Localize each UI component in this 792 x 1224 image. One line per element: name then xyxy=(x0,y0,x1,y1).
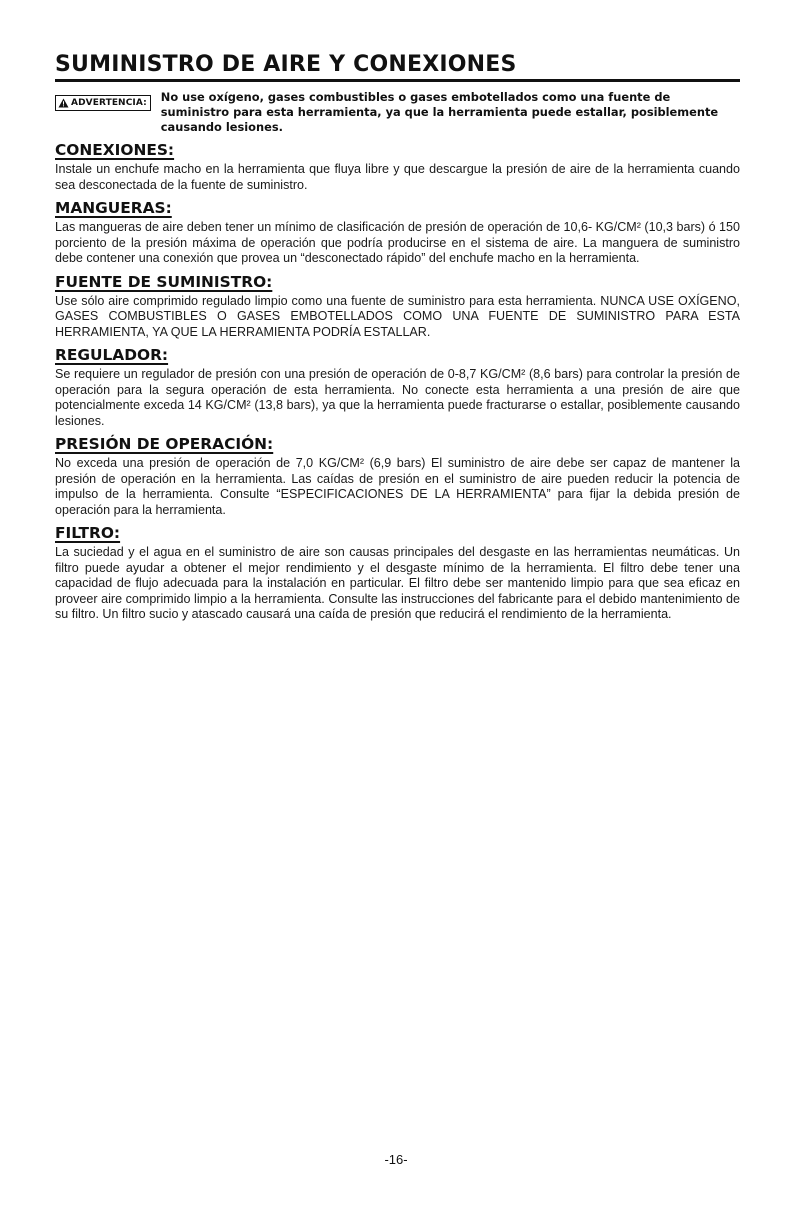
section-mangueras xyxy=(55,199,740,267)
section-body: Se requiere un regulador de presión con una presión de operación de 0-8,7 KG/CM² (8,6 bars) para controlar la presión de operación para la segura operación de esta herramienta. No conecte esta herramienta a una presión de aire que potencialmente exceda 14 KG/CM² (13,8 bars), ya que la herramienta puede fracturarse o estallar, posiblemente causando lesiones. xyxy=(55,367,740,428)
section-heading: FUENTE DE SUMINISTRO: xyxy=(55,272,273,291)
warning-triangle-icon xyxy=(58,98,69,108)
section-heading: REGULADOR: xyxy=(55,346,169,364)
section-presion-de-operacion xyxy=(55,435,740,518)
page-title: SUMINISTRO DE AIRE Y CONEXIONES xyxy=(55,52,740,82)
warning-text: No use oxígeno, gases combustibles o gases embotellados como una fuente de suministro para esta herramienta, ya que la herramienta puede estallar, posiblemente causando lesiones. xyxy=(160,90,719,134)
section-body: La suciedad y el agua en el suministro de aire son causas principales del desgaste en las herramientas neumáticas. Un filtro puede ayudar a obtener el mejor rendimiento y el desgaste mínimo de la herramienta. El filtro debe tener una capacidad de flujo adecuada para la instalación en particular. El filtro debe ser mantenido limpio para que sea eficaz en proveer aire comprimido limpio a la herramienta. Consulte las instrucciones del fabricante para el debido mantenimiento de su filtro. Un filtro sucio y atascado causará una caída de presión que reducirá el rendimiento de la herramienta. xyxy=(55,545,740,621)
page-number: -16- xyxy=(384,1152,408,1167)
warning-badge xyxy=(55,95,151,111)
section-body: No exceda una presión de operación de 7,0 KG/CM² (6,9 bars) El suministro de aire debe ser capaz de mantener la presión de operación en la herramienta. Las caídas de presión en el suministro de aire pueden reducir la potencia de impulso de la herramienta. Consulte “ESPECIFICACIONES DE LA HERRAMIENTA” para fijar la debida presión de operación para la herramienta. xyxy=(55,456,740,517)
document-page xyxy=(55,52,740,623)
section-heading: FILTRO: xyxy=(55,524,121,542)
warning-badge-label: ADVERTENCIA: xyxy=(71,98,147,108)
section-body: Use sólo aire comprimido regulado limpio como una fuente de suministro para esta herramienta. NUNCA USE OXÍGENO, GASES COMBUSTIBLES O GASES EMBOTELLADOS COMO UNA FUENTE DE SUMINISTRO PARA ESTA HERRAMIENTA, YA QUE LA HERRAMIENTA PODRÍA ESTALLAR. xyxy=(55,293,740,339)
warning-block xyxy=(55,90,740,135)
section-body: Instale un enchufe macho en la herramienta que fluya libre y que descargue la presión de aire de la herramienta cuando sea desconectada de la fuente de suministro. xyxy=(55,162,740,192)
section-heading: PRESIÓN DE OPERACIÓN: xyxy=(55,435,274,453)
section-heading: MANGUERAS: xyxy=(55,199,172,217)
section-body: Las mangueras de aire deben tener un mínimo de clasificación de presión de operación de 10,6- KG/CM² (10,3 bars) ó 150 porciento de la presión máxima de operación que podría producirse en el sistema de aire. La manguera de suministro debe contener una conexión que provea un “desconectado rápido” del enchufe macho en la herramienta. xyxy=(55,220,740,265)
section-regulador xyxy=(55,346,740,429)
section-filtro xyxy=(55,524,740,623)
section-fuente-de-suministro xyxy=(55,273,740,341)
section-conexiones xyxy=(55,141,740,193)
section-heading: CONEXIONES: xyxy=(55,141,175,159)
